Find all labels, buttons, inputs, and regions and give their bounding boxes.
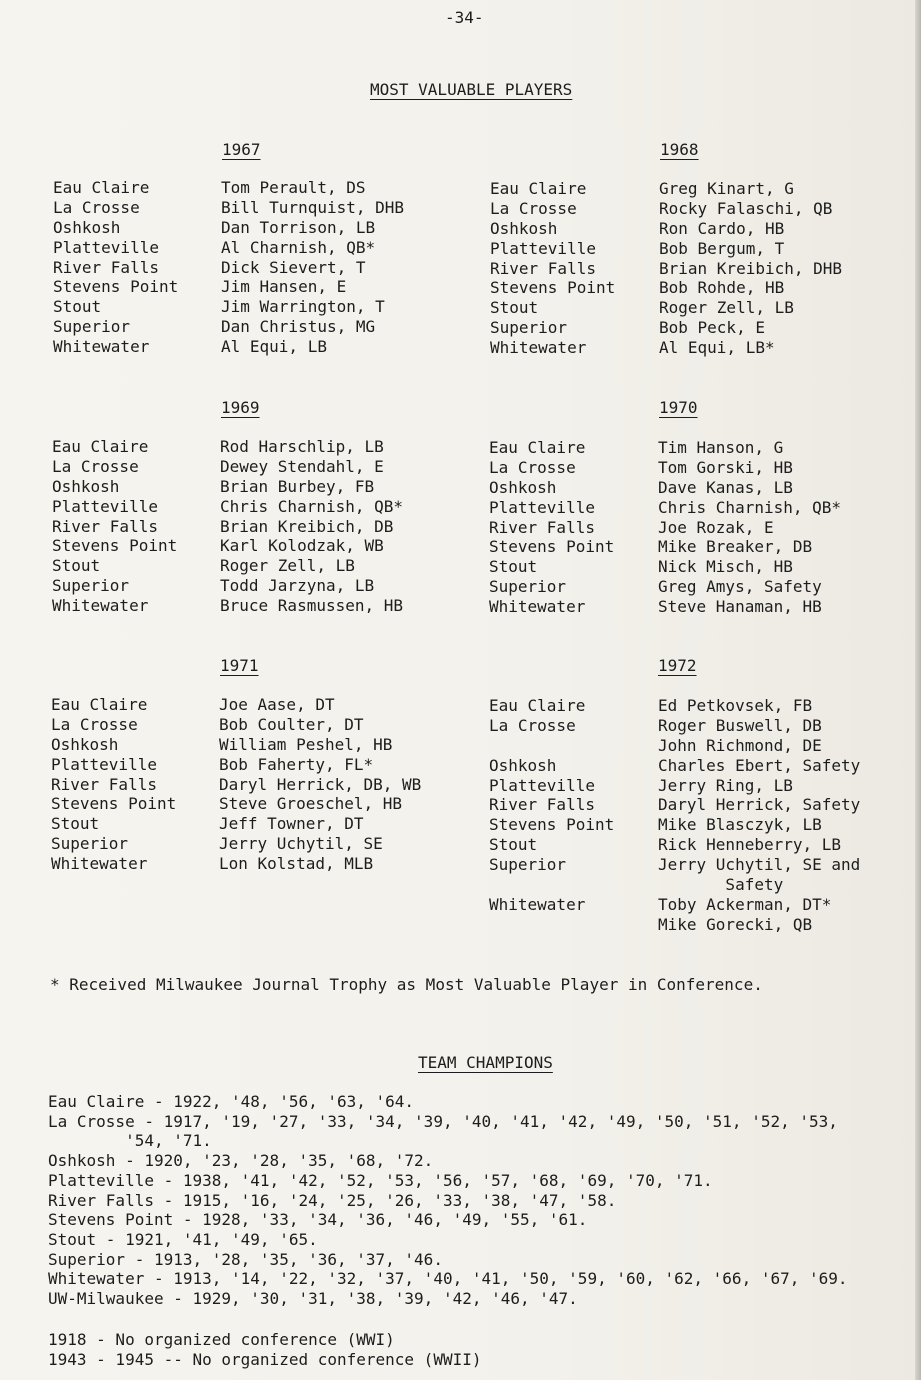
player-name: William Peshel, HB <box>219 734 393 754</box>
champion-line: Stevens Point - 1928, '33, '34, '36, '46, '49, '55, '61. <box>48 1210 588 1230</box>
year-heading-1968: 1968 <box>660 140 699 159</box>
team-name: Eau Claire <box>490 179 587 198</box>
team-name: Stout <box>489 557 538 577</box>
year-heading-1969: 1969 <box>221 398 260 417</box>
player-name: John Richmond, DE <box>658 735 822 755</box>
player-name: Bob Rohde, HB <box>659 278 785 298</box>
team-name: Stout <box>51 814 100 834</box>
team-name: Superior <box>490 318 568 338</box>
player-name: Tom Gorski, HB <box>658 457 793 477</box>
team-name: Stevens Point <box>52 536 178 556</box>
team-name: Platteville <box>489 775 595 795</box>
team-name: Oshkosh <box>490 218 558 238</box>
team-name <box>489 915 614 935</box>
player-name: Charles Ebert, Safety <box>658 755 861 775</box>
player-name: Mike Gorecki, QB <box>658 914 813 934</box>
player-name: Bruce Rasmussen, HB <box>220 596 404 616</box>
players-1968 <box>659 179 842 358</box>
no-conference-line: 1943 - 1945 -- No organized conference (WWII) <box>48 1350 482 1369</box>
team-name: Eau Claire <box>52 437 149 456</box>
player-name: Dave Kanas, LB <box>658 477 793 497</box>
player-name: Daryl Herrick, Safety <box>658 795 861 815</box>
champion-line: Superior - 1913, '28, '35, '36, '37, '46. <box>48 1249 443 1269</box>
page-number: -34- <box>445 8 484 27</box>
player-name: Tom Perault, DS <box>221 178 366 197</box>
player-name: Brian Kreibich, DHB <box>659 258 843 278</box>
champion-line: Whitewater - 1913, '14, '22, '32, '37, '40, '41, '50, '59, '60, '62, '66, '67, '69. <box>48 1269 848 1289</box>
teams-1969 <box>52 437 177 616</box>
player-name: Mike Breaker, DB <box>658 537 813 557</box>
team-name: River Falls <box>489 795 595 815</box>
player-name: Chris Charnish, QB* <box>220 496 404 516</box>
player-name: Jerry Uchytil, SE and <box>658 855 861 875</box>
team-name: River Falls <box>51 774 157 794</box>
player-name: Steve Hanaman, HB <box>658 597 822 617</box>
player-name: Joe Rozak, E <box>658 517 774 537</box>
player-name: Jerry Ring, LB <box>658 775 793 795</box>
team-name: Oshkosh <box>52 476 120 496</box>
page-edge-shadow <box>915 0 921 1380</box>
year-heading-1971: 1971 <box>220 656 259 675</box>
player-name: Bob Peck, E <box>659 318 765 338</box>
player-name: Dan Torrison, LB <box>221 217 376 237</box>
players-1967 <box>221 178 404 357</box>
team-name: Stout <box>52 556 101 576</box>
champion-line: UW-Milwaukee - 1929, '30, '31, '38, '39, '42, '46, '47. <box>48 1289 578 1309</box>
player-name: Daryl Herrick, DB, WB <box>219 774 422 794</box>
players-1969 <box>220 437 403 616</box>
team-name: Superior <box>51 834 129 854</box>
player-name: Ron Cardo, HB <box>659 218 785 238</box>
team-name: Whitewater <box>489 597 586 617</box>
team-name: Oshkosh <box>53 217 121 237</box>
player-name: Al Equi, LB* <box>659 338 775 358</box>
team-name: La Crosse <box>52 456 139 476</box>
team-name: La Crosse <box>489 457 576 477</box>
team-name: Eau Claire <box>489 696 586 715</box>
champions-title: TEAM CHAMPIONS <box>418 1053 553 1072</box>
team-name: Eau Claire <box>53 178 150 197</box>
player-name: Dick Sievert, T <box>221 257 366 277</box>
team-name: Superior <box>489 577 567 597</box>
champion-line: Eau Claire - 1922, '48, '56, '63, '64. <box>48 1092 415 1111</box>
team-name: Eau Claire <box>489 438 586 457</box>
year-heading-1967: 1967 <box>222 140 261 159</box>
player-name: Nick Misch, HB <box>658 557 793 577</box>
team-name: Platteville <box>53 237 159 257</box>
team-name: Platteville <box>489 497 595 517</box>
player-name: Joe Aase, DT <box>219 695 335 714</box>
trophy-note: * Received Milwaukee Journal Trophy as Most Valuable Player in Conference. <box>50 975 763 994</box>
player-name: Safety <box>658 875 784 895</box>
team-name: Stevens Point <box>489 815 615 835</box>
player-name: Mike Blasczyk, LB <box>658 815 822 835</box>
teams-1971 <box>51 695 176 874</box>
player-name: Ed Petkovsek, FB <box>658 696 813 715</box>
player-name: Jerry Uchytil, SE <box>219 834 383 854</box>
team-name <box>489 736 614 756</box>
player-name: Bill Turnquist, DHB <box>221 197 405 217</box>
team-name <box>489 875 614 895</box>
no-conference-line: 1918 - No organized conference (WWI) <box>48 1330 395 1349</box>
player-name: Toby Ackerman, DT* <box>658 894 832 914</box>
team-name: River Falls <box>52 516 158 536</box>
team-name: La Crosse <box>53 197 140 217</box>
player-name: Rod Harschlip, LB <box>220 437 384 456</box>
team-name: River Falls <box>489 517 595 537</box>
team-name: Stevens Point <box>489 537 615 557</box>
player-name: Karl Kolodzak, WB <box>220 536 384 556</box>
player-name: Tim Hanson, G <box>658 438 784 457</box>
team-name: Oshkosh <box>489 477 557 497</box>
team-name: Superior <box>52 576 130 596</box>
player-name: Dan Christus, MG <box>221 317 376 337</box>
player-name: Todd Jarzyna, LB <box>220 576 375 596</box>
player-name: Jeff Towner, DT <box>219 814 364 834</box>
player-name: Bob Bergum, T <box>659 238 785 258</box>
team-name: Platteville <box>490 238 596 258</box>
player-name: Brian Kreibich, DB <box>220 516 394 536</box>
champion-line: Platteville - 1938, '41, '42, '52, '53, '56, '57, '68, '69, '70, '71. <box>48 1170 713 1190</box>
team-name: Whitewater <box>53 337 150 357</box>
team-name: Superior <box>489 855 567 875</box>
team-name: Stout <box>490 298 539 318</box>
champion-line: Stout - 1921, '41, '49, '65. <box>48 1229 318 1249</box>
champion-line: La Crosse - 1917, '19, '27, '33, '34, '39, '40, '41, '42, '49, '50, '51, '52, '53, <box>48 1111 838 1131</box>
team-name: Oshkosh <box>51 734 119 754</box>
team-name: La Crosse <box>489 715 576 735</box>
teams-1967 <box>53 178 178 357</box>
player-name: Bob Coulter, DT <box>219 714 364 734</box>
players-1970 <box>658 438 841 617</box>
player-name: Jim Hansen, E <box>221 277 347 297</box>
team-champions-list <box>48 1092 848 1309</box>
team-name: River Falls <box>490 258 596 278</box>
player-name: Roger Zell, LB <box>220 556 355 576</box>
player-name: Rick Henneberry, LB <box>658 835 842 855</box>
player-name: Lon Kolstad, MLB <box>219 854 374 874</box>
player-name: Roger Zell, LB <box>659 298 794 318</box>
team-name: Stout <box>489 835 538 855</box>
team-name: Eau Claire <box>51 695 148 714</box>
year-heading-1970: 1970 <box>659 398 698 417</box>
team-name: Stevens Point <box>490 278 616 298</box>
player-name: Dewey Stendahl, E <box>220 456 384 476</box>
team-name: Platteville <box>51 754 157 774</box>
year-heading-1972: 1972 <box>658 656 697 675</box>
team-name: La Crosse <box>51 714 138 734</box>
no-conference-notes <box>48 1330 481 1370</box>
champion-line: '54, '71. <box>48 1131 212 1151</box>
team-name: Platteville <box>52 496 158 516</box>
player-name: Bob Faherty, FL* <box>219 754 374 774</box>
player-name: Greg Amys, Safety <box>658 577 822 597</box>
teams-1970 <box>489 438 614 617</box>
team-name: Whitewater <box>490 338 587 358</box>
team-name: Whitewater <box>489 894 586 914</box>
player-name: Greg Kinart, G <box>659 179 794 198</box>
player-name: Roger Buswell, DB <box>658 715 822 735</box>
champion-line: River Falls - 1915, '16, '24, '25, '26, '33, '38, '47, '58. <box>48 1190 617 1210</box>
team-name: River Falls <box>53 257 159 277</box>
players-1972 <box>658 696 860 935</box>
player-name: Steve Groeschel, HB <box>219 794 403 814</box>
teams-1972 <box>489 696 614 935</box>
champion-line: Oshkosh - 1920, '23, '28, '35, '68, '72. <box>48 1151 434 1171</box>
team-name: La Crosse <box>490 198 577 218</box>
player-name: Brian Burbey, FB <box>220 476 375 496</box>
player-name: Jim Warrington, T <box>221 297 385 317</box>
team-name: Stevens Point <box>53 277 179 297</box>
team-name: Whitewater <box>52 596 149 616</box>
team-name: Whitewater <box>51 854 148 874</box>
player-name: Al Charnish, QB* <box>221 237 376 257</box>
team-name: Oshkosh <box>489 755 557 775</box>
team-name: Stout <box>53 297 102 317</box>
mvp-title: MOST VALUABLE PLAYERS <box>370 80 573 99</box>
team-name: Stevens Point <box>51 794 177 814</box>
team-name: Superior <box>53 317 131 337</box>
player-name: Al Equi, LB <box>221 337 327 357</box>
teams-1968 <box>490 179 615 358</box>
player-name: Chris Charnish, QB* <box>658 497 842 517</box>
players-1971 <box>219 695 421 874</box>
player-name: Rocky Falaschi, QB <box>659 198 833 218</box>
